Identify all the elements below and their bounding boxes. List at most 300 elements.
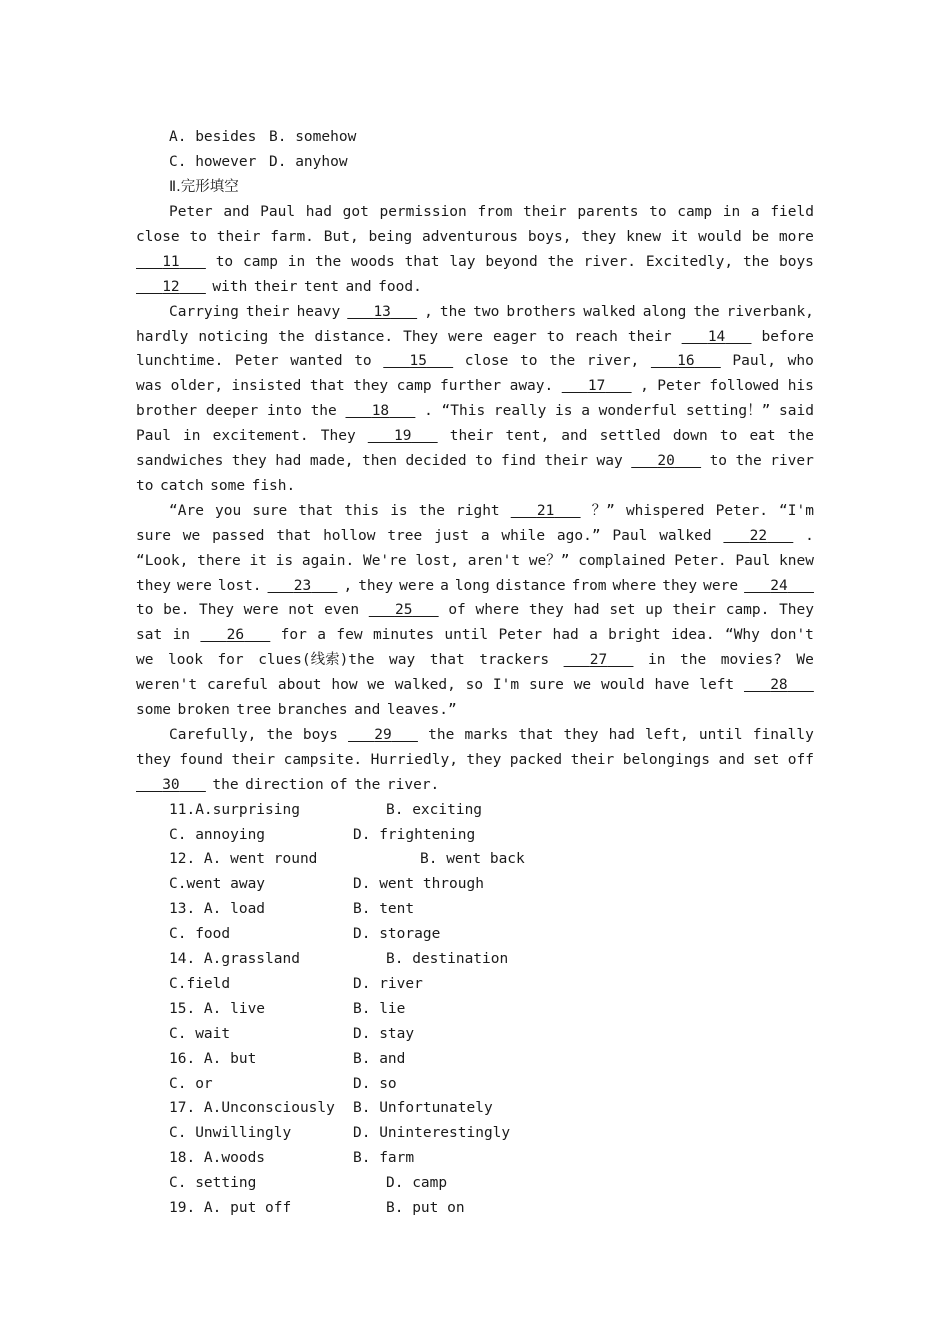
- word: “Are: [169, 502, 204, 519]
- word: .: [424, 403, 433, 420]
- word: to: [354, 353, 372, 370]
- passage-line: [136, 352, 814, 370]
- word: We're: [362, 552, 407, 569]
- passage-line: [136, 402, 814, 420]
- word: set: [753, 751, 780, 768]
- word: leaves.”: [386, 702, 457, 718]
- blank-27[interactable]: 27: [589, 652, 608, 669]
- word: catch: [159, 477, 204, 494]
- word: their: [245, 303, 290, 320]
- word: settled: [599, 428, 661, 445]
- word: were: [399, 577, 435, 594]
- word: boys: [302, 726, 338, 743]
- word: Peter.: [715, 502, 768, 519]
- word: older,: [170, 378, 224, 395]
- blank-28[interactable]: 28: [770, 677, 788, 694]
- blank-29[interactable]: 29: [374, 726, 392, 743]
- word: that: [298, 502, 334, 519]
- word: sure: [528, 677, 564, 694]
- blank-13[interactable]: 13: [373, 303, 391, 320]
- word: and: [718, 751, 745, 768]
- word: their: [253, 278, 298, 295]
- word: “I'm: [779, 502, 814, 519]
- section-title: Ⅱ.完形填空: [169, 179, 239, 195]
- word: had: [305, 204, 332, 220]
- word: belongings: [622, 751, 711, 768]
- word: of: [330, 776, 348, 793]
- word: careful: [206, 677, 269, 694]
- word: even: [324, 602, 360, 619]
- word: “Why: [724, 627, 760, 644]
- word: while: [501, 527, 546, 544]
- word: riverbank,: [726, 303, 814, 320]
- word: were: [243, 602, 279, 619]
- word: they: [358, 577, 394, 594]
- word: long: [454, 577, 490, 594]
- word: then: [362, 453, 397, 469]
- blank-19[interactable]: 19: [393, 428, 412, 445]
- word: parents: [577, 204, 639, 220]
- word: We: [796, 652, 814, 669]
- word: Paul: [136, 428, 171, 445]
- word: lunchtime.: [136, 353, 224, 370]
- passage-line: [136, 626, 814, 644]
- word: further: [440, 378, 502, 395]
- word: excitement.: [212, 428, 309, 445]
- word: close: [464, 353, 509, 370]
- word: Excitedly,: [645, 253, 734, 270]
- option-right: B. and: [353, 1050, 406, 1067]
- word: close: [136, 228, 180, 245]
- word: .: [805, 527, 814, 544]
- word: that: [404, 253, 440, 270]
- word: and: [345, 278, 372, 295]
- passage-line: [136, 328, 814, 346]
- word: Peter.: [674, 552, 727, 569]
- word: a: [317, 627, 326, 644]
- word: branches: [277, 702, 348, 718]
- option-left: 19. A. put off: [169, 1200, 292, 1216]
- word: boys,: [527, 228, 572, 245]
- word: food.: [378, 278, 422, 295]
- word: whispered: [625, 502, 705, 519]
- word: brothers: [506, 303, 577, 320]
- word: they: [353, 378, 389, 395]
- word: eager: [493, 328, 537, 345]
- word: of: [448, 602, 466, 619]
- option-right: D. went through: [353, 876, 484, 893]
- word: to: [136, 477, 154, 494]
- word: They: [199, 602, 234, 619]
- word: ago.”: [556, 527, 601, 544]
- word: minutes: [372, 627, 435, 644]
- word: camp.: [725, 602, 770, 619]
- word: But,: [323, 228, 359, 245]
- word: They: [320, 428, 356, 445]
- word: their: [523, 204, 567, 220]
- word: Peter: [169, 204, 213, 220]
- word: for: [217, 652, 244, 669]
- word: off: [787, 751, 814, 768]
- passage-line: [136, 477, 814, 495]
- word: their: [449, 428, 494, 445]
- blank-16[interactable]: 16: [677, 353, 695, 370]
- word: in: [648, 652, 666, 669]
- option-left: C. setting: [169, 1175, 257, 1192]
- word: the: [418, 502, 445, 519]
- blank-11[interactable]: 11: [162, 253, 180, 270]
- option-right: D. river: [353, 975, 423, 992]
- word: packed: [509, 751, 563, 768]
- word: clues(线索)the: [258, 652, 375, 669]
- word: that: [276, 527, 312, 544]
- word: woods: [351, 253, 395, 270]
- option-right: B. Unfortunately: [353, 1100, 493, 1117]
- word: would: [601, 677, 645, 694]
- passage-line: [169, 203, 814, 221]
- word: from: [571, 577, 607, 594]
- word: have: [654, 677, 690, 694]
- option-left: 11.A.surprising: [169, 801, 300, 818]
- word: to: [719, 428, 738, 445]
- option-left: C. wait: [169, 1025, 231, 1042]
- word: a: [480, 527, 490, 544]
- word: you: [214, 502, 242, 519]
- word: they: [136, 577, 171, 594]
- word: direction: [245, 776, 324, 793]
- word: Paul,: [732, 353, 777, 370]
- word: ,: [343, 577, 353, 594]
- word: the: [693, 303, 720, 320]
- word: the: [212, 776, 239, 793]
- word: Peter: [657, 378, 701, 395]
- blank-26[interactable]: 26: [226, 627, 245, 644]
- option-left: C. however: [169, 153, 257, 170]
- word: for: [280, 627, 307, 644]
- word: camp: [677, 204, 713, 220]
- word: some: [136, 702, 171, 718]
- word: followed: [709, 378, 780, 395]
- word: fish.: [251, 477, 296, 494]
- option-right: B. destination: [386, 951, 509, 967]
- option-left: 16. A. but: [169, 1050, 257, 1067]
- word: Paul: [260, 204, 296, 220]
- word: their: [544, 453, 589, 469]
- word: They: [779, 602, 814, 619]
- word: that: [518, 726, 554, 743]
- word: had: [608, 726, 635, 743]
- word: the: [742, 253, 770, 270]
- word: few: [336, 627, 363, 644]
- word: the: [354, 776, 381, 793]
- word: a: [750, 204, 760, 220]
- word: complained: [578, 552, 666, 569]
- passage-line: [136, 552, 814, 570]
- word: we？”: [528, 552, 570, 569]
- blank-14[interactable]: 14: [707, 328, 726, 345]
- word: weren't: [136, 677, 198, 694]
- word: with: [212, 278, 248, 295]
- word: their: [216, 228, 261, 245]
- passage-line: [169, 726, 814, 744]
- option-left: 13. A. load: [169, 901, 266, 918]
- passage-line: [136, 452, 814, 470]
- passage-line: [136, 751, 814, 769]
- word: sure: [252, 502, 288, 519]
- word: look: [168, 652, 203, 669]
- passage-line: [136, 577, 814, 595]
- option-right: B. tent: [353, 901, 415, 918]
- word: is: [555, 403, 573, 420]
- blank-24[interactable]: 24: [770, 577, 788, 594]
- word: noticing: [198, 328, 269, 345]
- word: was: [136, 378, 163, 395]
- word: were: [176, 577, 212, 594]
- passage-line: [136, 601, 814, 619]
- word: to: [215, 253, 234, 270]
- word: way: [389, 652, 416, 669]
- word: not: [288, 602, 315, 619]
- passage-line: [136, 427, 814, 445]
- word: to: [546, 328, 565, 345]
- word: they: [662, 577, 698, 594]
- word: and: [223, 204, 250, 220]
- word: lay: [449, 253, 476, 270]
- passage-line: [169, 502, 814, 520]
- passage-line: [136, 651, 814, 669]
- word: just: [434, 527, 469, 544]
- option-right: B. farm: [353, 1150, 415, 1167]
- passage-line: [136, 278, 814, 296]
- word: set: [609, 602, 636, 619]
- blank-25[interactable]: 25: [394, 602, 413, 619]
- word: marks: [464, 726, 509, 743]
- word: passed: [212, 527, 265, 544]
- word: to: [136, 602, 154, 619]
- option-left: C. Unwillingly: [169, 1125, 292, 1142]
- option-right: D. stay: [353, 1025, 415, 1042]
- word: a: [440, 577, 449, 594]
- word: a: [589, 627, 598, 644]
- passage-line: [136, 776, 814, 794]
- word: made,: [309, 453, 354, 469]
- word: tent: [304, 278, 339, 295]
- word: from: [477, 204, 513, 220]
- word: tent,: [505, 428, 550, 445]
- word: Paul: [612, 527, 648, 544]
- word: would: [698, 228, 742, 245]
- word: Carefully,: [169, 726, 257, 743]
- word: farm.: [270, 228, 314, 245]
- word: camp: [396, 378, 432, 395]
- word: the: [549, 353, 576, 370]
- passage-line: [136, 527, 814, 545]
- word: had: [573, 602, 600, 619]
- word: wanted: [290, 353, 343, 370]
- word: Peter: [498, 627, 543, 644]
- word: they: [136, 751, 171, 768]
- word: a: [581, 403, 590, 420]
- passage-line: [136, 253, 814, 271]
- option-right: D. so: [353, 1075, 397, 1092]
- word: and: [561, 428, 588, 445]
- word: said: [779, 403, 814, 420]
- word: hollow: [323, 527, 376, 544]
- word: lost,: [415, 552, 459, 569]
- word: we: [182, 527, 201, 544]
- option-left: C. annoying: [169, 826, 266, 843]
- word: their: [570, 751, 615, 768]
- word: there: [197, 552, 241, 569]
- word: is: [390, 502, 408, 519]
- word: Paul: [735, 552, 771, 569]
- word: how: [331, 677, 358, 694]
- word: along: [642, 303, 687, 320]
- word: broken: [177, 702, 230, 718]
- word: had: [552, 627, 579, 644]
- blank-17[interactable]: 17: [587, 378, 606, 395]
- word: ,: [640, 378, 649, 395]
- word: it: [670, 228, 689, 245]
- word: walked: [659, 527, 712, 544]
- option-right: D. frightening: [353, 826, 476, 843]
- word: the: [310, 403, 337, 420]
- word: sandwiches: [136, 453, 224, 469]
- word: find: [500, 453, 536, 469]
- blank-12[interactable]: 12: [162, 278, 180, 295]
- word: aren't: [467, 552, 521, 569]
- word: before: [761, 328, 814, 345]
- word: the: [735, 453, 762, 469]
- word: be.: [163, 602, 190, 619]
- word: to: [475, 453, 493, 469]
- word: they: [563, 726, 599, 743]
- word: the: [439, 303, 467, 320]
- blank-20[interactable]: 20: [657, 453, 675, 469]
- option-right: B. put on: [386, 1200, 465, 1216]
- word: adventurous: [421, 228, 519, 245]
- word: in: [722, 204, 741, 220]
- word: to: [709, 453, 728, 469]
- word: walked: [583, 303, 636, 320]
- word: lost.: [217, 577, 262, 594]
- option-right: D. camp: [386, 1175, 448, 1192]
- word: sure: [136, 527, 171, 544]
- word: ,: [424, 303, 433, 320]
- option-right: B. lie: [353, 1000, 406, 1017]
- word: we: [367, 677, 385, 694]
- word: they: [466, 751, 502, 768]
- passage-line: [169, 303, 814, 321]
- word: about: [277, 677, 322, 694]
- blank-23[interactable]: 23: [293, 577, 312, 594]
- word: brother: [136, 403, 198, 420]
- word: sat: [136, 627, 163, 644]
- word: we: [573, 677, 592, 694]
- word: walked,: [394, 677, 456, 694]
- word: we: [136, 652, 154, 669]
- word: up: [645, 602, 663, 619]
- word: left: [699, 677, 735, 694]
- word: and: [354, 702, 381, 718]
- word: in: [287, 253, 306, 270]
- option-right: D. anyhow: [269, 153, 348, 170]
- word: until: [444, 627, 489, 644]
- word: his: [787, 378, 814, 395]
- word: “Look,: [136, 552, 189, 569]
- word: insisted: [231, 378, 302, 395]
- option-right: B. somehow: [269, 129, 357, 145]
- word: be: [751, 228, 770, 245]
- word: that: [429, 652, 465, 669]
- word: camp: [243, 253, 278, 270]
- word: the: [428, 726, 455, 743]
- blank-18[interactable]: 18: [371, 403, 390, 420]
- word: the: [315, 253, 342, 270]
- word: river,: [586, 353, 640, 370]
- blank-21[interactable]: 21: [536, 502, 555, 519]
- option-left: C.went away: [169, 876, 266, 893]
- option-left: C. or: [169, 1075, 213, 1092]
- word: heavy: [296, 303, 341, 320]
- option-left: C. food: [169, 926, 231, 943]
- word: their: [672, 602, 717, 619]
- word: the: [278, 328, 305, 345]
- word: bright: [608, 627, 661, 644]
- word: hardly: [136, 328, 189, 345]
- word: some: [210, 477, 246, 494]
- word: to: [520, 353, 538, 370]
- word: in: [183, 428, 201, 445]
- blank-15[interactable]: 15: [409, 353, 427, 370]
- word: idea.: [670, 627, 715, 644]
- option-left: C.field: [169, 975, 231, 992]
- option-left: 18. A.woods: [169, 1150, 266, 1167]
- word: down: [672, 428, 708, 445]
- word: setting！”: [685, 403, 771, 420]
- word: movies?: [720, 652, 782, 669]
- word: ？”: [591, 502, 615, 519]
- word: beyond: [485, 253, 538, 270]
- option-left: A. besides: [169, 129, 257, 145]
- word: they: [581, 228, 617, 245]
- option-left: 17. A.Unconsciously: [169, 1100, 335, 1117]
- word: permission: [379, 204, 467, 220]
- word: knew: [779, 552, 814, 569]
- word: more: [778, 228, 814, 245]
- word: reach: [574, 328, 618, 345]
- word: I'm: [492, 677, 520, 694]
- word: this: [344, 502, 380, 519]
- word: river.: [583, 253, 636, 270]
- blank-22[interactable]: 22: [749, 527, 768, 544]
- word: field: [770, 204, 814, 220]
- word: tree: [236, 702, 272, 718]
- blank-30[interactable]: 30: [162, 776, 180, 793]
- word: to: [649, 204, 667, 220]
- word: way: [596, 453, 623, 469]
- word: who: [787, 353, 814, 370]
- word: where: [612, 577, 657, 594]
- word: the: [787, 428, 814, 445]
- word: into: [266, 403, 302, 420]
- word: in: [172, 627, 191, 644]
- word: that: [309, 378, 345, 395]
- word: river.: [386, 776, 440, 793]
- word: the: [266, 726, 293, 743]
- word: boys: [778, 253, 814, 270]
- word: really: [493, 403, 547, 420]
